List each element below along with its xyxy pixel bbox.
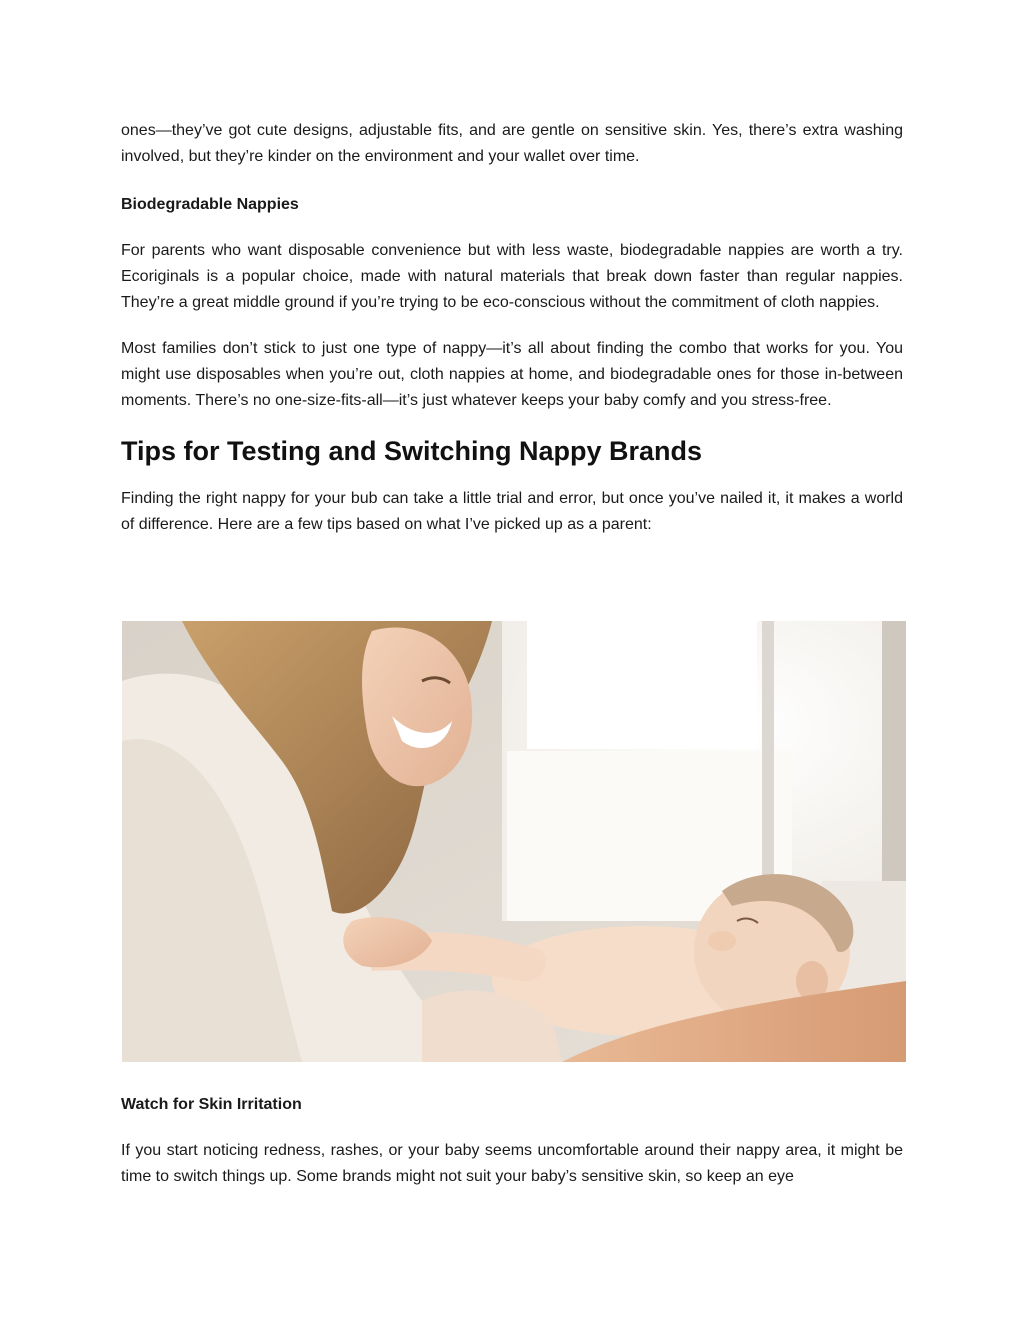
tips-heading: Tips for Testing and Switching Nappy Brands: [121, 436, 703, 466]
skin-heading: Watch for Skin Irritation: [121, 1096, 302, 1113]
document-page: [121, 118, 903, 538]
intro-paragraph: ones—they’ve got cute designs, adjustable fits, and are gentle on sensitive skin. Yes, there’s extra washing involved, but they’re kinder on the environment and your wallet over time.: [121, 122, 903, 165]
skin-paragraph: If you start noticing redness, rashes, or your baby seems uncomfortable around their nappy area, it might be time to switch things up. Some brands might not suit your baby’s sensitive skin, so keep an eye: [121, 1142, 903, 1185]
biodegradable-paragraph: For parents who want disposable convenience but with less waste, biodegradable nappies are worth a try. Ecoriginals is a popular choice, made with natural materials that break down faster than regular nappies. They’re a great middle ground if you’re trying to be eco-conscious without the commitment of cloth nappies.: [121, 242, 903, 311]
mother-and-baby-photo: [122, 621, 906, 1062]
skin-section: [121, 1092, 903, 1190]
biodegradable-heading: Biodegradable Nappies: [121, 196, 299, 213]
combo-paragraph: Most families don’t stick to just one type of nappy—it’s all about finding the combo that works for you. You might use disposables when you’re out, cloth nappies at home, and biodegradable ones for those in-between moments. There’s no one-size-fits-all—it’s just whatever keeps your baby comfy and you stress-free.: [121, 340, 903, 409]
tips-paragraph: Finding the right nappy for your bub can take a little trial and error, but once you’ve nailed it, it makes a world of difference. Here are a few tips based on what I’ve picked up as a parent:: [121, 490, 903, 533]
